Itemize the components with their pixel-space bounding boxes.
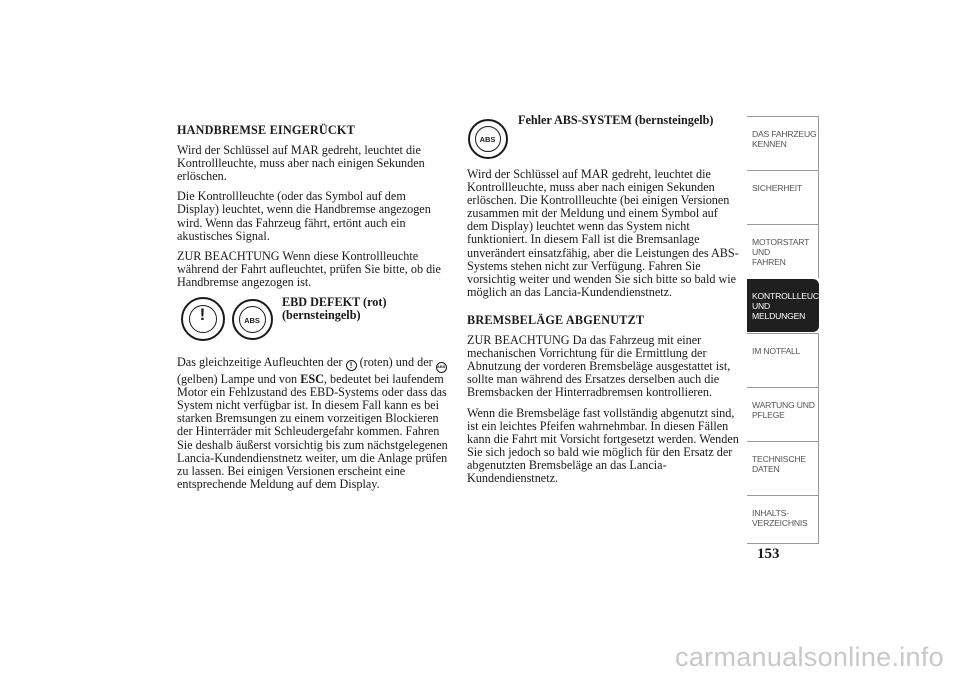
ebd-title: EBD DEFEKT (rot) (bernsteingelb) xyxy=(282,295,387,323)
tab-divider xyxy=(747,543,819,544)
tab-im-notfall[interactable]: IM NOTFALL xyxy=(747,334,819,387)
right-column xyxy=(467,114,741,492)
tab-kontrollleuchten-und-meldungen[interactable]: KONTROLLLEUCHTEN UND MELDUNGEN xyxy=(747,279,819,332)
abs-fault-icon: ABS xyxy=(468,119,508,159)
pads-heading: BREMSBELÄGE ABGENUTZT xyxy=(467,312,645,327)
inline-abs-icon: ABS xyxy=(436,362,447,373)
watermark: carmanualsonline.info xyxy=(675,642,944,672)
inline-handbrake-icon: ! xyxy=(346,360,357,371)
abs-warning-icon: ABS xyxy=(232,299,273,340)
handbrake-note: ZUR BEACHTUNG Wenn diese Kontrollleuchte während der Fahrt aufleuchtet, prüfen Sie bitte, ob die Handbremse angezogen ist. xyxy=(177,248,441,289)
pads-paragraph: Wenn die Bremsbeläge fast vollständig abgenutzt sind, ist ein leichtes Pfeifen wahrnehmbar. In diesen Fällen kann die Fahrt mit Vorsicht fortgesetzt werden. Wenden Sie sich jedoch so bald wie möglich für den Ersatz der abgenutzten Bremsbeläge an das Lancia-Kundendienstnetz. xyxy=(467,405,739,485)
tab-das-fahrzeug-kennen[interactable]: DAS FAHRZEUG KENNEN xyxy=(747,117,819,170)
tab-sicherheit[interactable]: SICHERHEIT xyxy=(747,171,819,224)
handbrake-warning-icon: ! xyxy=(181,297,225,341)
abs-paragraph: Wird der Schlüssel auf MAR gedreht, leuchtet die Kontrollleuchte, muss aber nach einigen Sekunden erlöschen. Die Kontrollleuchte (bei einigen Versionen zusammen mit der Meldung und einem Symbol auf dem Display) leuchtet wenn das System nicht funktioniert. In diesem Fall ist die Bremsanlage unverändert einsatzfähig, aber die Leistungen des ABS-Systems stehen nicht zur Verfügung. Fahren Sie vorsichtig weiter und wenden Sie sich bitte so bald wie möglich an das Lancia-Kundendienstnetz. xyxy=(467,167,739,299)
tab-technische-daten[interactable]: TECHNISCHE DATEN xyxy=(747,442,819,495)
handbrake-paragraph-2: Die Kontrollleuchte (oder das Symbol auf dem Display) leuchtet, wenn die Handbremse angezogen wird. Wenn das Fahrzeug fährt, ertönt auch ein akustisches Signal. xyxy=(177,189,431,243)
handbrake-heading: HANDBREMSE EINGERÜCKT xyxy=(177,123,355,137)
left-column xyxy=(177,124,449,498)
ebd-icon-row xyxy=(177,296,449,356)
abs-header-row xyxy=(467,114,741,168)
abs-title: Fehler ABS-SYSTEM (bernsteingelb) xyxy=(518,113,714,127)
page-number: 153 xyxy=(757,546,780,562)
pads-note: ZUR BEACHTUNG Da das Fahrzeug mit einer mechanischen Vorrichtung für die Ermittlung der Abnutzung der vorderen Bremsbeläge ausgestattet ist, sollte man während des Ersatzes derselben auch die Bremsbacken der Hinterradbremsen kontrollieren. xyxy=(467,333,731,400)
handbrake-paragraph-1: Wird der Schlüssel auf MAR gedreht, leuchtet die Kontrollleuchte, muss aber nach einigen Sekunden erlöschen. xyxy=(177,143,425,184)
ebd-paragraph: Das gleichzeitige Aufleuchten der ! (roten) und der ABS (gelben) Lampe und von ESC, bedeutet bei laufendem Motor ein Fehlzustand des EBD-Systems oder dass das System nicht verfügbar ist. In diesem Fall kann es bei starken Bremsungen zu einem vorzeitigen Blockieren der Hinterräder mit Schleudergefahr kommen. Fahren Sie deshalb äußerst vorsichtig bis zum nächstgelegenen Lancia-Kundendienstnetz weiter, um die Anlage prüfen zu lassen. Bei einigen Versionen erscheint eine entsprechende Meldung auf dem Display. xyxy=(177,355,448,491)
tab-inhaltsverzeichnis[interactable]: INHALTS- VERZEICHNIS xyxy=(747,496,819,543)
tab-wartung-und-pflege[interactable]: WARTUNG UND PFLEGE xyxy=(747,388,819,441)
tab-motorstart-und-fahren[interactable]: MOTORSTART UND FAHREN xyxy=(747,225,819,278)
